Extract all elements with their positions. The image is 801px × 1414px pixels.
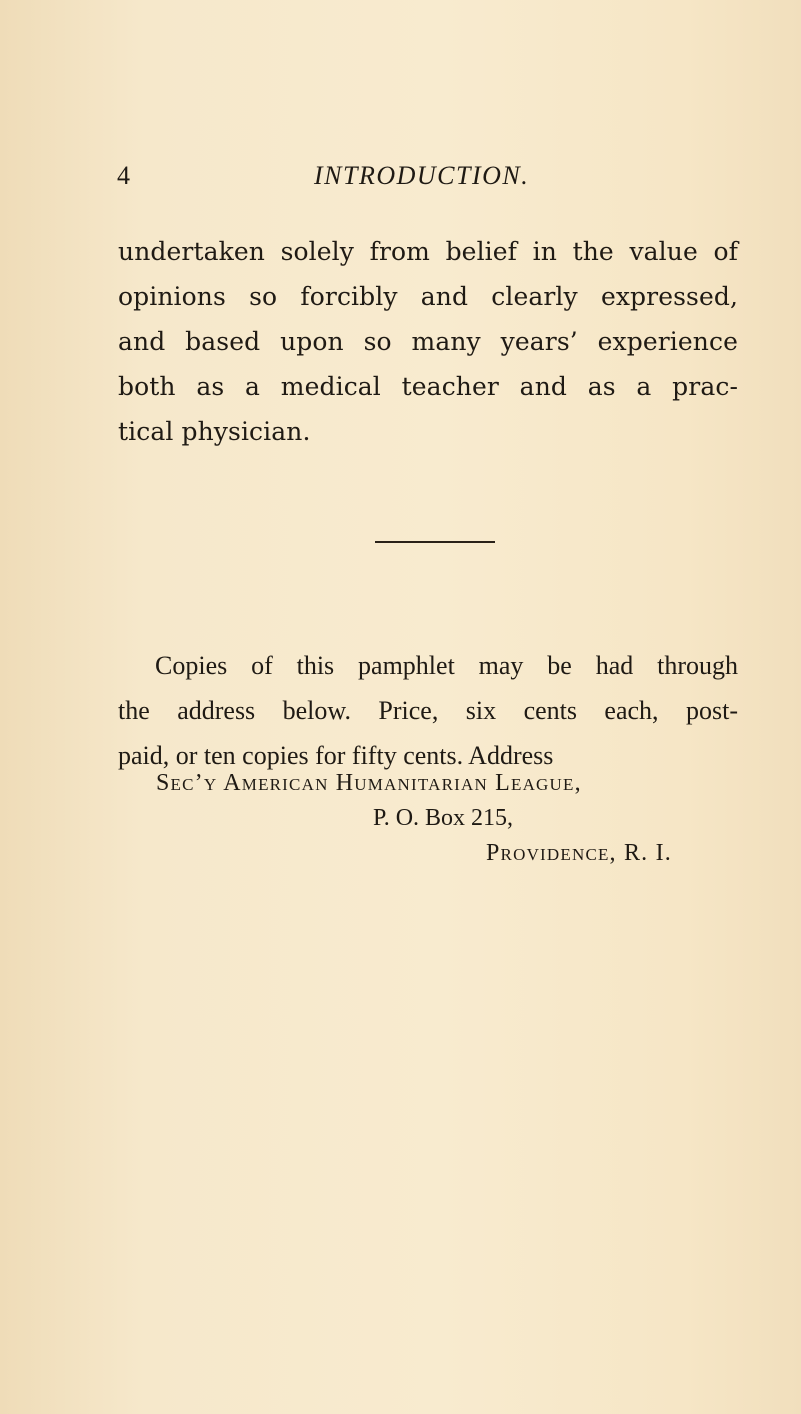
body-line: opinions so forcibly and clearly expressed, [118, 282, 738, 311]
body-line: and based upon so many years’ experience [118, 327, 738, 356]
notice-line: Copies of this pamphlet may be had through [155, 651, 738, 680]
page-number: 4 [117, 161, 131, 190]
address-city: Providence, R. I. [486, 840, 672, 866]
address-po-box: P. O. Box 215, [373, 805, 514, 831]
address-organization: Sec’y American Humanitarian League, [156, 770, 582, 796]
running-title: INTRODUCTION. [314, 161, 530, 190]
section-divider [375, 541, 495, 543]
body-paragraph [118, 229, 738, 454]
body-line: tical physician. [118, 417, 311, 446]
running-head [117, 161, 737, 197]
mailing-address [118, 766, 738, 871]
pamphlet-notice [118, 643, 738, 778]
body-line: undertaken solely from belief in the value of [118, 237, 738, 266]
notice-line: paid, or ten copies for fifty cents. Address [118, 741, 554, 770]
notice-line: the address below. Price, six cents each, post- [118, 696, 738, 725]
body-line: both as a medical teacher and as a prac- [118, 372, 738, 401]
